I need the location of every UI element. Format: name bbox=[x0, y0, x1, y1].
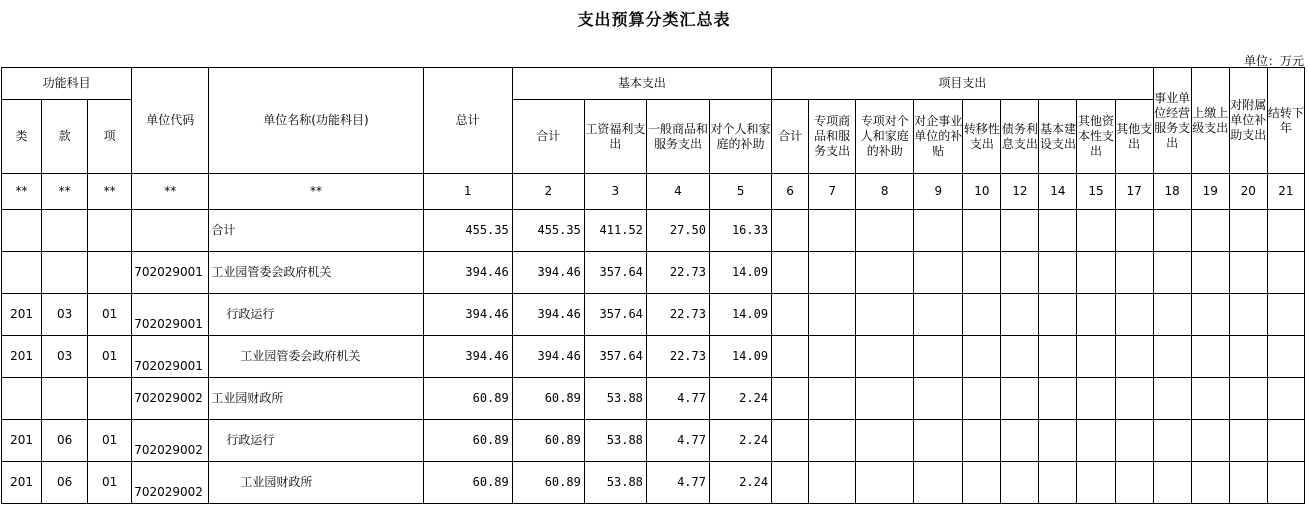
class-xiang-cell: 01 bbox=[88, 294, 132, 336]
empty-cell bbox=[809, 378, 856, 420]
empty-cell bbox=[1077, 378, 1115, 420]
empty-cell bbox=[1039, 210, 1077, 252]
personal-cell: 2.24 bbox=[709, 462, 771, 504]
empty-cell bbox=[772, 252, 809, 294]
column-index-cell: 15 bbox=[1077, 174, 1115, 210]
column-index-cell: 7 bbox=[809, 174, 856, 210]
empty-cell bbox=[1153, 462, 1191, 504]
table-row bbox=[2, 294, 1305, 336]
empty-cell bbox=[914, 336, 963, 378]
header-other-capital: 其他资本性支出 bbox=[1077, 100, 1115, 174]
empty-cell bbox=[856, 252, 914, 294]
header-kuan: 款 bbox=[42, 100, 88, 174]
column-index-cell: ** bbox=[2, 174, 42, 210]
header-xiang: 项 bbox=[88, 100, 132, 174]
column-index-cell: 17 bbox=[1115, 174, 1153, 210]
class-xiang-cell: 01 bbox=[88, 462, 132, 504]
class-xiang-cell bbox=[88, 378, 132, 420]
goods-cell: 4.77 bbox=[646, 462, 709, 504]
empty-cell bbox=[1267, 210, 1304, 252]
basic-sum-cell: 60.89 bbox=[512, 378, 584, 420]
empty-cell bbox=[1191, 210, 1229, 252]
empty-cell bbox=[772, 420, 809, 462]
column-index-cell: 3 bbox=[584, 174, 646, 210]
budget-table bbox=[1, 67, 1305, 504]
empty-cell bbox=[1001, 378, 1039, 420]
column-index-cell: ** bbox=[209, 174, 423, 210]
basic-sum-cell: 394.46 bbox=[512, 294, 584, 336]
total-cell: 60.89 bbox=[423, 462, 512, 504]
column-index-cell: 5 bbox=[709, 174, 771, 210]
column-index-cell: 18 bbox=[1153, 174, 1191, 210]
header-personal: 对个人和家庭的补助 bbox=[709, 100, 771, 174]
empty-cell bbox=[963, 294, 1001, 336]
unit-code-cell: 702029002 bbox=[132, 420, 209, 462]
empty-cell bbox=[1039, 462, 1077, 504]
header-subsidiary: 对附属单位补助支出 bbox=[1229, 68, 1267, 174]
empty-cell bbox=[1153, 252, 1191, 294]
empty-cell bbox=[809, 294, 856, 336]
empty-cell bbox=[1039, 252, 1077, 294]
empty-cell bbox=[914, 420, 963, 462]
personal-cell: 2.24 bbox=[709, 420, 771, 462]
empty-cell bbox=[1001, 210, 1039, 252]
unit-code-cell: 702029001 bbox=[132, 336, 209, 378]
unit-name-cell: 合计 bbox=[209, 210, 423, 252]
empty-cell bbox=[1115, 378, 1153, 420]
empty-cell bbox=[1191, 294, 1229, 336]
table-row bbox=[2, 252, 1305, 294]
class-lei-cell: 201 bbox=[2, 420, 42, 462]
column-index-cell: 4 bbox=[646, 174, 709, 210]
empty-cell bbox=[772, 294, 809, 336]
empty-cell bbox=[1001, 336, 1039, 378]
empty-cell bbox=[1191, 252, 1229, 294]
unit-name-cell: 工业园财政所 bbox=[209, 378, 423, 420]
empty-cell bbox=[809, 336, 856, 378]
column-index-row bbox=[2, 174, 1305, 210]
column-index-cell: ** bbox=[42, 174, 88, 210]
unit-name-cell: 工业园财政所 bbox=[209, 462, 423, 504]
empty-cell bbox=[856, 336, 914, 378]
column-index-cell: 1 bbox=[423, 174, 512, 210]
empty-cell bbox=[963, 420, 1001, 462]
empty-cell bbox=[1191, 336, 1229, 378]
wages-cell: 357.64 bbox=[584, 336, 646, 378]
empty-cell bbox=[1153, 210, 1191, 252]
header-transfer: 转移性支出 bbox=[963, 100, 1001, 174]
empty-cell bbox=[809, 210, 856, 252]
unit-name-cell: 行政运行 bbox=[209, 294, 423, 336]
header-carryover: 结转下年 bbox=[1267, 68, 1304, 174]
unit-code-cell: 702029002 bbox=[132, 462, 209, 504]
empty-cell bbox=[1077, 294, 1115, 336]
empty-cell bbox=[1153, 294, 1191, 336]
class-kuan-cell: 06 bbox=[42, 420, 88, 462]
unit-code-cell: 702029001 bbox=[132, 294, 209, 336]
unit-name-cell: 工业园管委会政府机关 bbox=[209, 252, 423, 294]
empty-cell bbox=[1039, 378, 1077, 420]
empty-cell bbox=[1229, 294, 1267, 336]
class-kuan-cell bbox=[42, 378, 88, 420]
header-unit-code: 单位代码 bbox=[132, 68, 209, 174]
empty-cell bbox=[914, 252, 963, 294]
header-wages: 工资福利支出 bbox=[584, 100, 646, 174]
column-index-cell: 10 bbox=[963, 174, 1001, 210]
personal-cell: 14.09 bbox=[709, 252, 771, 294]
empty-cell bbox=[856, 462, 914, 504]
class-kuan-cell: 03 bbox=[42, 294, 88, 336]
empty-cell bbox=[914, 210, 963, 252]
column-index-cell: 19 bbox=[1191, 174, 1229, 210]
class-lei-cell: 201 bbox=[2, 294, 42, 336]
column-index-cell: ** bbox=[132, 174, 209, 210]
empty-cell bbox=[914, 294, 963, 336]
basic-sum-cell: 60.89 bbox=[512, 420, 584, 462]
empty-cell bbox=[1115, 210, 1153, 252]
column-index-cell: 20 bbox=[1229, 174, 1267, 210]
class-lei-cell: 201 bbox=[2, 462, 42, 504]
empty-cell bbox=[1001, 420, 1039, 462]
class-kuan-cell bbox=[42, 252, 88, 294]
goods-cell: 27.50 bbox=[646, 210, 709, 252]
empty-cell bbox=[1039, 420, 1077, 462]
unit-code-cell: 702029001 bbox=[132, 252, 209, 294]
column-index-cell: 2 bbox=[512, 174, 584, 210]
empty-cell bbox=[772, 462, 809, 504]
header-lei: 类 bbox=[2, 100, 42, 174]
empty-cell bbox=[963, 252, 1001, 294]
wages-cell: 411.52 bbox=[584, 210, 646, 252]
empty-cell bbox=[856, 294, 914, 336]
column-index-cell: 12 bbox=[1001, 174, 1039, 210]
column-index-cell: 21 bbox=[1267, 174, 1304, 210]
header-proj-goods: 专项商品和服务支出 bbox=[809, 100, 856, 174]
empty-cell bbox=[809, 420, 856, 462]
empty-cell bbox=[1115, 294, 1153, 336]
empty-cell bbox=[1191, 378, 1229, 420]
header-upper: 上缴上级支出 bbox=[1191, 68, 1229, 174]
empty-cell bbox=[963, 336, 1001, 378]
personal-cell: 16.33 bbox=[709, 210, 771, 252]
column-index-cell: 14 bbox=[1039, 174, 1077, 210]
empty-cell bbox=[963, 378, 1001, 420]
unit-name-cell: 工业园管委会政府机关 bbox=[209, 336, 423, 378]
total-cell: 60.89 bbox=[423, 378, 512, 420]
empty-cell bbox=[1001, 294, 1039, 336]
header-business: 事业单位经营服务支出 bbox=[1153, 68, 1191, 174]
unit-code-cell: 702029002 bbox=[132, 378, 209, 420]
empty-cell bbox=[1077, 252, 1115, 294]
header-other: 其他支出 bbox=[1115, 100, 1153, 174]
column-index-cell: 9 bbox=[914, 174, 963, 210]
empty-cell bbox=[1115, 420, 1153, 462]
table-row bbox=[2, 378, 1305, 420]
class-kuan-cell: 03 bbox=[42, 336, 88, 378]
class-xiang-cell: 01 bbox=[88, 336, 132, 378]
empty-cell bbox=[1229, 336, 1267, 378]
column-index-cell: 6 bbox=[772, 174, 809, 210]
empty-cell bbox=[1267, 378, 1304, 420]
empty-cell bbox=[1267, 252, 1304, 294]
empty-cell bbox=[1077, 420, 1115, 462]
empty-cell bbox=[809, 462, 856, 504]
column-index-cell: 8 bbox=[856, 174, 914, 210]
table-row bbox=[2, 420, 1305, 462]
header-project-group: 项目支出 bbox=[772, 68, 1154, 100]
goods-cell: 22.73 bbox=[646, 252, 709, 294]
personal-cell: 14.09 bbox=[709, 294, 771, 336]
class-kuan-cell: 06 bbox=[42, 462, 88, 504]
empty-cell bbox=[1115, 462, 1153, 504]
header-total: 总计 bbox=[423, 68, 512, 174]
empty-cell bbox=[914, 462, 963, 504]
empty-cell bbox=[1229, 420, 1267, 462]
empty-cell bbox=[772, 336, 809, 378]
empty-cell bbox=[914, 378, 963, 420]
empty-cell bbox=[1153, 336, 1191, 378]
personal-cell: 2.24 bbox=[709, 378, 771, 420]
goods-cell: 4.77 bbox=[646, 420, 709, 462]
total-cell: 394.46 bbox=[423, 336, 512, 378]
basic-sum-cell: 394.46 bbox=[512, 252, 584, 294]
unit-name-cell: 行政运行 bbox=[209, 420, 423, 462]
class-lei-cell bbox=[2, 378, 42, 420]
empty-cell bbox=[772, 210, 809, 252]
wages-cell: 53.88 bbox=[584, 420, 646, 462]
class-lei-cell bbox=[2, 210, 42, 252]
basic-sum-cell: 455.35 bbox=[512, 210, 584, 252]
class-lei-cell bbox=[2, 252, 42, 294]
empty-cell bbox=[1191, 462, 1229, 504]
empty-cell bbox=[1229, 378, 1267, 420]
empty-cell bbox=[856, 420, 914, 462]
class-kuan-cell bbox=[42, 210, 88, 252]
header-unit-name: 单位名称(功能科目) bbox=[209, 68, 423, 174]
class-xiang-cell bbox=[88, 210, 132, 252]
basic-sum-cell: 60.89 bbox=[512, 462, 584, 504]
empty-cell bbox=[1001, 252, 1039, 294]
goods-cell: 4.77 bbox=[646, 378, 709, 420]
class-xiang-cell: 01 bbox=[88, 420, 132, 462]
unit-code-cell bbox=[132, 210, 209, 252]
empty-cell bbox=[1077, 462, 1115, 504]
empty-cell bbox=[1077, 210, 1115, 252]
header-construction: 基本建设支出 bbox=[1039, 100, 1077, 174]
header-goods: 一般商品和服务支出 bbox=[646, 100, 709, 174]
empty-cell bbox=[1267, 336, 1304, 378]
wages-cell: 53.88 bbox=[584, 378, 646, 420]
header-proj-personal: 专项对个人和家庭的补助 bbox=[856, 100, 914, 174]
total-cell: 60.89 bbox=[423, 420, 512, 462]
empty-cell bbox=[856, 378, 914, 420]
empty-cell bbox=[1267, 294, 1304, 336]
wages-cell: 53.88 bbox=[584, 462, 646, 504]
empty-cell bbox=[1001, 462, 1039, 504]
empty-cell bbox=[1267, 420, 1304, 462]
header-basic-group: 基本支出 bbox=[512, 68, 771, 100]
header-basic-sum: 合计 bbox=[512, 100, 584, 174]
empty-cell bbox=[963, 462, 1001, 504]
empty-cell bbox=[1229, 252, 1267, 294]
empty-cell bbox=[1229, 210, 1267, 252]
class-xiang-cell bbox=[88, 252, 132, 294]
page-title: 支出预算分类汇总表 bbox=[577, 10, 731, 29]
header-enterprise: 对企事业单位的补贴 bbox=[914, 100, 963, 174]
table-row bbox=[2, 462, 1305, 504]
header-proj-sum: 合计 bbox=[772, 100, 809, 174]
empty-cell bbox=[963, 210, 1001, 252]
empty-cell bbox=[1039, 336, 1077, 378]
goods-cell: 22.73 bbox=[646, 336, 709, 378]
personal-cell: 14.09 bbox=[709, 336, 771, 378]
empty-cell bbox=[1267, 462, 1304, 504]
empty-cell bbox=[809, 252, 856, 294]
class-lei-cell: 201 bbox=[2, 336, 42, 378]
unit-label: 单位：万元 bbox=[1243, 54, 1304, 68]
empty-cell bbox=[1153, 420, 1191, 462]
empty-cell bbox=[772, 378, 809, 420]
header-function-group: 功能科目 bbox=[2, 68, 132, 100]
wages-cell: 357.64 bbox=[584, 294, 646, 336]
goods-cell: 22.73 bbox=[646, 294, 709, 336]
column-index-cell: ** bbox=[88, 174, 132, 210]
total-cell: 394.46 bbox=[423, 252, 512, 294]
basic-sum-cell: 394.46 bbox=[512, 336, 584, 378]
empty-cell bbox=[1077, 336, 1115, 378]
empty-cell bbox=[1115, 252, 1153, 294]
empty-cell bbox=[1039, 294, 1077, 336]
empty-cell bbox=[1229, 462, 1267, 504]
empty-cell bbox=[1115, 336, 1153, 378]
header-debt: 债务利息支出 bbox=[1001, 100, 1039, 174]
empty-cell bbox=[856, 210, 914, 252]
empty-cell bbox=[1153, 378, 1191, 420]
empty-cell bbox=[1191, 420, 1229, 462]
total-cell: 455.35 bbox=[423, 210, 512, 252]
table-row bbox=[2, 336, 1305, 378]
total-cell: 394.46 bbox=[423, 294, 512, 336]
table-row bbox=[2, 210, 1305, 252]
wages-cell: 357.64 bbox=[584, 252, 646, 294]
